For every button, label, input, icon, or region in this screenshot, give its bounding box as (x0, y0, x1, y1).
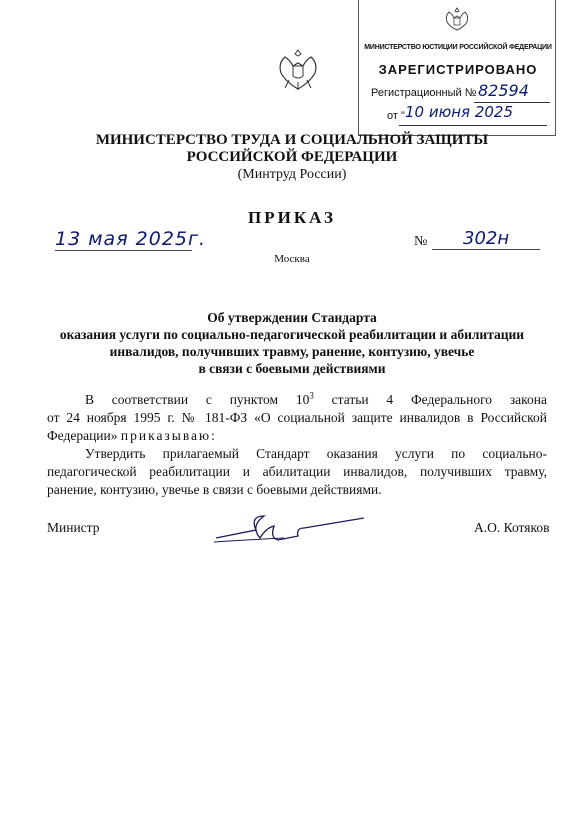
paragraph-line: В соответствии с пунктом $10^3$ статьи 4 Федерального закона (85, 390, 547, 407)
paragraph-line: педагогической реабилитации и абилитации инвалидов, получивших травму, (47, 464, 547, 479)
stamp-underline (399, 125, 547, 126)
signatory-name: А.О. Котяков (474, 520, 550, 535)
order-number: 302н (463, 228, 510, 249)
ministry-short-name: (Минтруд России) (237, 167, 347, 182)
handwritten-signature (210, 510, 370, 550)
number-underline (432, 249, 540, 250)
document-title-line: в связи с боевыми действиями (198, 361, 386, 376)
stamp-date-prefix: от " (387, 110, 405, 122)
body-paragraph-1 (47, 391, 547, 445)
order-date: 13 мая 2025г. (55, 228, 207, 250)
document-title (0, 309, 584, 377)
paragraph-line: от 24 ноября 1995 г. № 181-ФЗ «О социальной защите инвалидов в Российской (47, 410, 547, 425)
ministry-name: МИНИСТЕРСТВО ТРУДА И СОЦИАЛЬНОЙ ЗАЩИТЫ (95, 132, 489, 148)
signatory-position: Министр (47, 520, 100, 535)
body-paragraph-2 (47, 445, 547, 499)
document-title-line: оказания услуги по социально-педагогической реабилитации и абилитации (59, 327, 525, 342)
stamp-reg-number: 82594 (478, 81, 529, 100)
coat-of-arms-icon (443, 6, 471, 36)
coat-of-arms-icon (277, 48, 319, 94)
ministry-name-line2: РОССИЙСКОЙ ФЕДЕРАЦИИ (186, 149, 398, 165)
paragraph-line: ранение, контузию, увечье в связи с боевыми действиями. (47, 482, 382, 497)
stamp-ministry: МИНИСТЕРСТВО ЮСТИЦИИ РОССИЙСКОЙ ФЕДЕРАЦИИ (364, 44, 552, 51)
registration-stamp (358, 0, 556, 136)
date-underline (55, 250, 192, 251)
paragraph-line: Федерации» приказываю: (47, 428, 217, 443)
stamp-date: 10 июня 2025 (405, 103, 514, 121)
document-title-line: Об утверждении Стандарта (207, 310, 377, 325)
order-title: ПРИКАЗ (248, 208, 336, 227)
paragraph-line: Утвердить прилагаемый Стандарт оказания услуги по социально- (85, 446, 547, 461)
stamp-status: ЗАРЕГИСТРИРОВАНО (378, 62, 538, 77)
order-city: Москва (274, 253, 310, 265)
document-title-line: инвалидов, получивших травму, ранение, контузию, увечье (109, 344, 475, 359)
order-number-label: № (414, 234, 428, 249)
stamp-reg-label: Регистрационный № (371, 87, 477, 99)
